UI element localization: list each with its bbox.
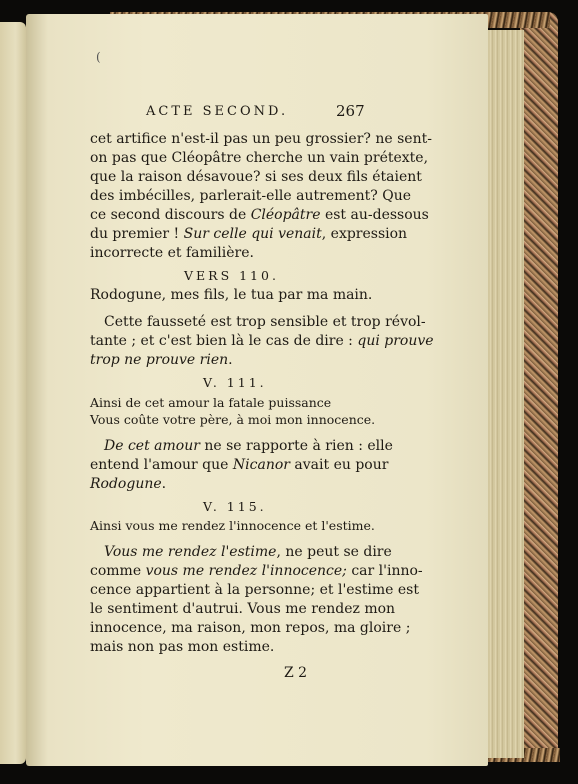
verse-quote-115: Ainsi vous me rendez l'innocence et l'estime.	[90, 518, 375, 533]
para4-line3: cence appartient à la personne; et l'estime est	[90, 582, 419, 598]
para3-line1: De cet amour ne se rapporte à rien : elle	[104, 438, 393, 454]
para4-line5: innocence, ma raison, mon repos, ma gloire ;	[90, 620, 411, 636]
para4-line4: le sentiment d'autrui. Vous me rendez mon	[90, 601, 396, 617]
para4-line2: comme vous me rendez l'innocence; car l'inno-	[90, 563, 423, 579]
para1-line3: que la raison désavoue? si ses deux fils étaient	[90, 169, 422, 185]
marbled-cover-edge	[520, 12, 558, 758]
page-fore-edge	[484, 30, 524, 758]
pencil-mark: (	[96, 50, 101, 64]
left-page-edge	[0, 22, 26, 764]
para4-line6: mais non pas mon estime.	[90, 639, 275, 655]
para1-line2: on pas que Cléopâtre cherche un vain prétexte,	[90, 150, 429, 166]
para1-line7: incorrecte et familière.	[90, 245, 254, 261]
para2-line1: Cette fausseté est trop sensible et trop révol-	[104, 314, 426, 330]
verse-quote-110: Rodogune, mes fils, le tua par ma main.	[90, 287, 373, 303]
verse-label-115: V. 115.	[203, 499, 267, 514]
para2-line2: tante ; et c'est bien là le cas de dire : qui prouve	[90, 333, 434, 349]
verse-quote-111-line1: Ainsi de cet amour la fatale puissance	[90, 395, 332, 410]
para1-line5: ce second discours de Cléopâtre est au-dessous	[90, 207, 429, 223]
para1-line4: des imbécilles, parlerait-elle autrement? Que	[90, 188, 412, 204]
para1-line1: cet artifice n'est-il pas un peu grossier? ne sent-	[90, 131, 432, 147]
para3-line3: Rodogune.	[90, 476, 167, 492]
para3-line2: entend l'amour que Nicanor avait eu pour	[90, 457, 389, 473]
para4-line1: Vous me rendez l'estime, ne peut se dire	[104, 544, 392, 560]
para2-line3: trop ne prouve rien.	[90, 352, 233, 368]
para1-line6: du premier ! Sur celle qui venait, expression	[90, 226, 408, 242]
signature-mark: Z 2	[284, 665, 308, 681]
page-number: 267	[336, 102, 365, 120]
verse-label-110: VERS 110.	[184, 268, 279, 283]
verse-quote-111-line2: Vous coûte votre père, à moi mon innocence.	[90, 412, 376, 427]
verse-label-111: V. 111.	[203, 375, 267, 390]
running-head: ACTE SECOND.	[146, 104, 289, 119]
